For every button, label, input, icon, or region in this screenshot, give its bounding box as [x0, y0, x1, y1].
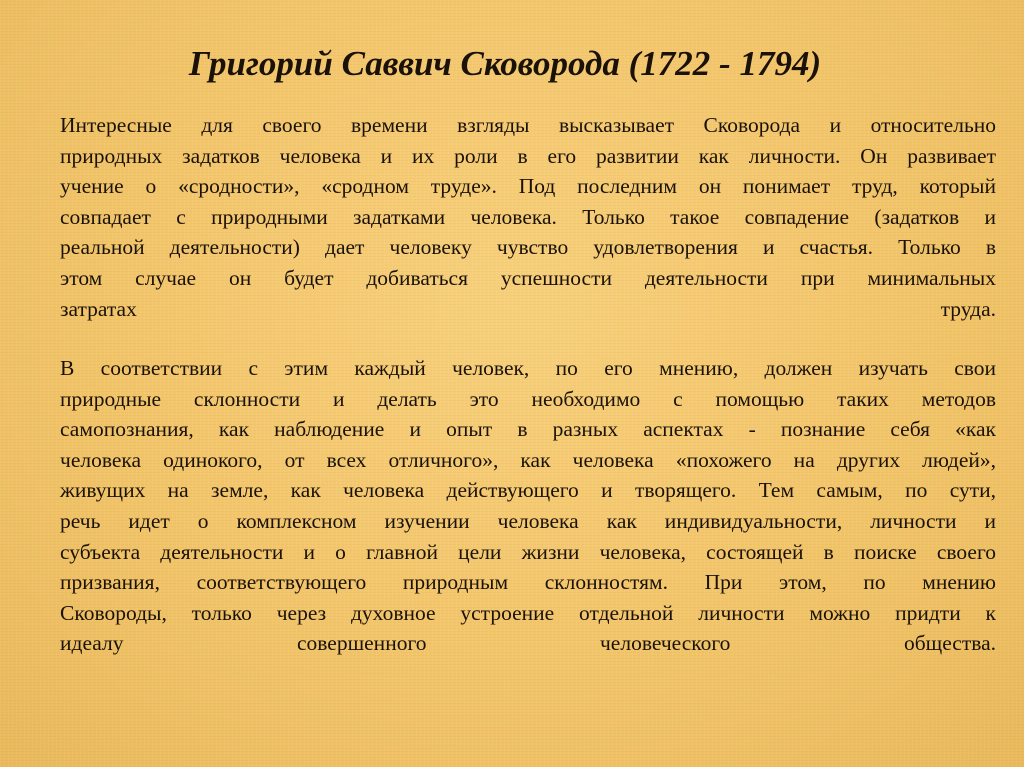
text-line: речь идет о комплексном изучении человека как индивидуальности, личности и — [60, 508, 996, 533]
text-line: природные склонности и делать это необходимо с помощью таких методов — [60, 386, 996, 411]
text-line: призвания, соответствующего природным склонностям. При этом, по мнению — [60, 570, 996, 595]
text-line: человека одинокого, от всех отличного», как человека «похожего на других людей», — [60, 447, 996, 472]
paragraph-2 — [60, 353, 996, 659]
text-line: учение о «сродности», «сродном труде». Под последним он понимает труд, который — [60, 174, 996, 199]
slide-title: Григорий Саввич Сковорода (1722 - 1794) — [188, 44, 822, 83]
text-line: затратах труда. — [60, 296, 996, 321]
text-line: В соответствии с этим каждый человек, по его мнению, должен изучать свои — [60, 356, 996, 380]
text-line: Сковороды, только через духовное устроение отдельной личности можно придти к — [60, 600, 996, 625]
text-line: самопознания, как наблюдение и опыт в разных аспектах - познание себя «как — [60, 417, 996, 442]
text-line: идеалу совершенного человеческого общества. — [60, 631, 996, 656]
text-line: совпадает с природными задатками человека. Только такое совпадение (задатков и — [60, 204, 996, 229]
text-line: реальной деятельности) дает человеку чувство удовлетворения и счастья. Только в — [60, 235, 996, 260]
text-line: этом случае он будет добиваться успешности деятельности при минимальных — [60, 265, 996, 290]
text-line: природных задатков человека и их роли в его развитии как личности. Он развивает — [60, 143, 996, 168]
text-line: живущих на земле, как человека действующего и творящего. Тем самым, по сути, — [60, 478, 996, 503]
text-line: Интересные для своего времени взгляды высказывает Сковорода и относительно — [60, 113, 996, 137]
text-line: субъекта деятельности и о главной цели жизни человека, состоящей в поиске своего — [60, 539, 996, 564]
paragraph-1 — [60, 110, 996, 324]
